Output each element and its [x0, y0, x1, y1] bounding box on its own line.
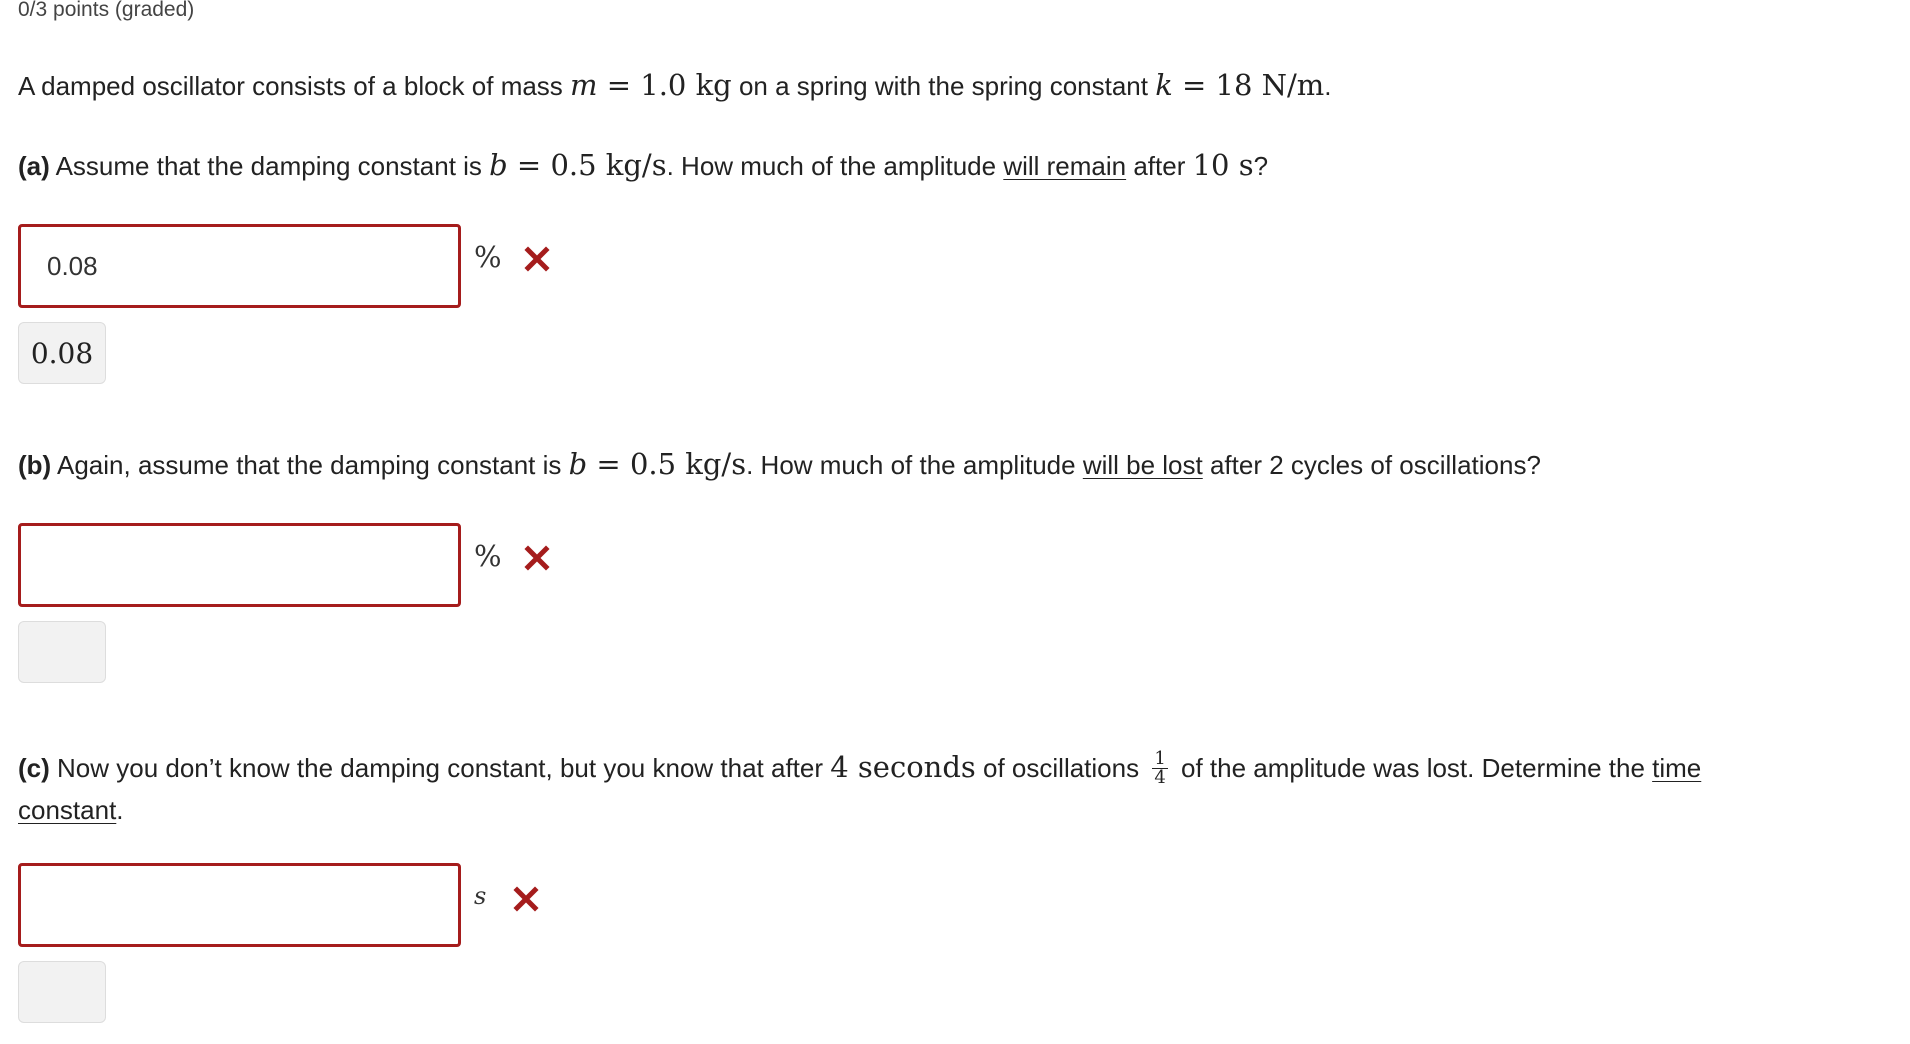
- part-a-preview: 0.08: [18, 322, 106, 384]
- part-b-damping-expression: [569, 447, 746, 481]
- one-quarter-fraction: [1152, 747, 1167, 788]
- part-c-emphasis-time: time: [1652, 753, 1702, 783]
- intro-text: A damped oscillator consists of a block of mass: [18, 71, 571, 101]
- part-a-question: [18, 144, 1268, 187]
- part-a-label: (a): [18, 151, 50, 181]
- k-variable: k: [1155, 68, 1173, 102]
- part-b-question: [18, 443, 1541, 486]
- part-c-preview: [18, 961, 106, 1023]
- part-b-text-3: after 2 cycles of oscillations?: [1202, 450, 1541, 480]
- part-a-answer-input[interactable]: [18, 224, 461, 308]
- part-a-qmark: ?: [1253, 151, 1269, 181]
- part-a-emphasis: will remain: [1003, 151, 1127, 181]
- part-a-damping-expression: [489, 148, 666, 182]
- b-variable: b: [489, 148, 508, 182]
- part-b-text-2: . How much of the amplitude: [746, 450, 1083, 480]
- part-b-emphasis: will be lost: [1082, 450, 1203, 480]
- part-c-text-3: of the amplitude was lost. Determine the: [1173, 753, 1653, 783]
- fraction-numerator: 1: [1154, 747, 1166, 769]
- part-c-text: Now you don’t know the damping constant, but you know that after: [49, 753, 831, 783]
- fraction-denominator: 4: [1154, 766, 1166, 788]
- part-a-unit: %: [474, 240, 502, 274]
- x-mark-icon: [524, 246, 550, 272]
- part-a-text: Assume that the damping constant is: [49, 151, 490, 181]
- b-variable: b: [568, 447, 588, 481]
- part-c-text-2: of oscillations: [975, 753, 1147, 783]
- part-b-answer-input[interactable]: [18, 523, 461, 607]
- spring-constant-expression: [1155, 68, 1324, 102]
- points-status: 0/3 points (graded): [18, 0, 195, 21]
- part-c-unit: s: [474, 882, 487, 910]
- x-mark-icon: [524, 545, 550, 571]
- intro-period: .: [1324, 71, 1332, 101]
- part-c-period: .: [116, 795, 124, 825]
- part-a-time: 10 s: [1192, 148, 1254, 182]
- part-b-preview: [18, 621, 106, 683]
- part-a-text-2: . How much of the amplitude: [666, 151, 1004, 181]
- part-c-seconds: 4 seconds: [830, 750, 976, 784]
- mass-value: = 1.0 kg: [597, 68, 732, 102]
- part-b-unit: %: [474, 539, 502, 573]
- part-b-label: (b): [18, 450, 52, 480]
- x-mark-icon: [513, 886, 539, 912]
- part-c-label: (c): [18, 753, 50, 783]
- mass-variable: m: [570, 68, 598, 102]
- b-value: = 0.5 kg/s: [507, 148, 667, 182]
- part-c-emphasis-constant: constant: [18, 795, 117, 825]
- mass-expression: [570, 68, 732, 102]
- part-c-answer-input[interactable]: [18, 863, 461, 947]
- part-b-text: Again, assume that the damping constant is: [51, 450, 569, 480]
- part-a-text-3: after: [1126, 151, 1193, 181]
- k-value: = 18 N/m: [1172, 68, 1325, 102]
- b-value: = 0.5 kg/s: [587, 447, 747, 481]
- intro-text-2: on a spring with the spring constant: [731, 71, 1156, 101]
- part-c-question: [18, 746, 1878, 831]
- problem-intro: [18, 64, 1332, 107]
